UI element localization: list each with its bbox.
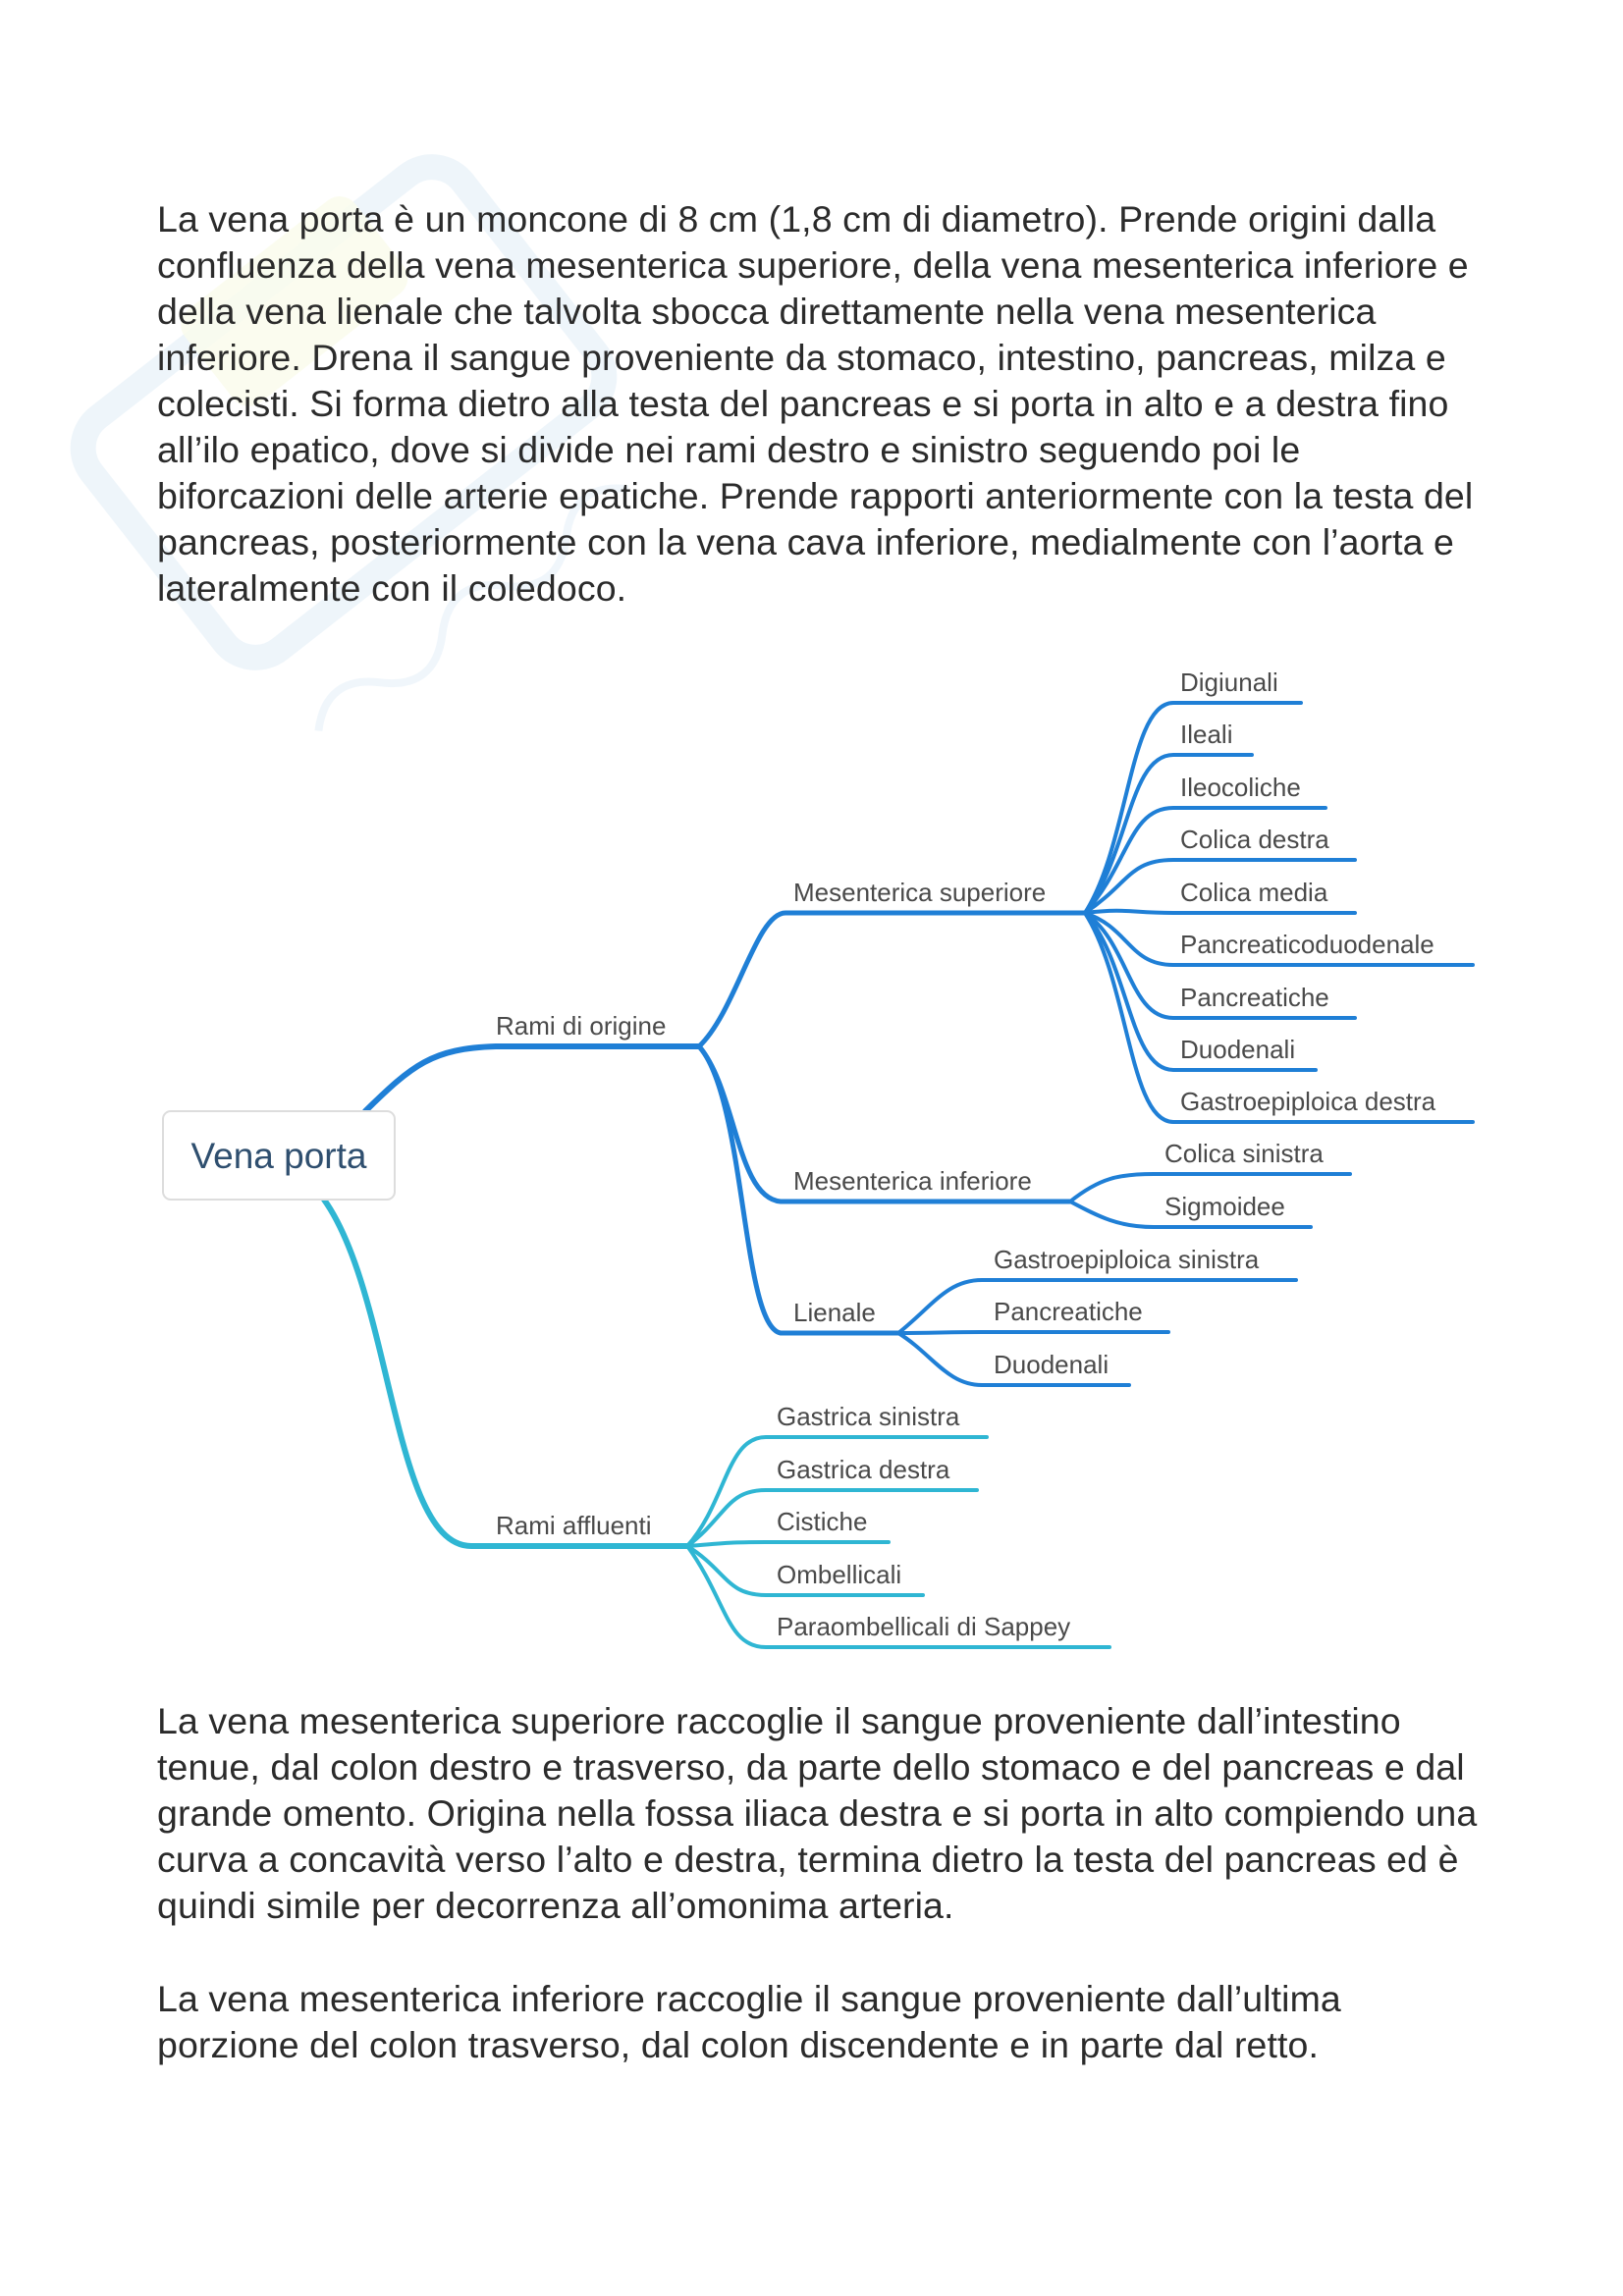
leaf-label: Colica media — [1180, 878, 1328, 907]
edge-lien-1 — [898, 1332, 1168, 1333]
leaf-label: Duodenali — [994, 1350, 1109, 1379]
leaf-label: Colica destra — [1180, 825, 1329, 854]
leaf-label: Pancreaticoduodenale — [1180, 930, 1434, 959]
leaf-label: Ileocoliche — [1180, 773, 1301, 802]
edge-root-origin — [365, 1046, 699, 1111]
leaf-label: Ileali — [1180, 720, 1233, 749]
edge-aff-2 — [687, 1542, 889, 1546]
leaf-label: Colica sinistra — [1164, 1139, 1324, 1168]
leaf-label: Gastroepiploica sinistra — [994, 1245, 1260, 1274]
leaf-label: Gastrica sinistra — [777, 1402, 960, 1431]
label-mesenterica-inferiore: Mesenterica inferiore — [793, 1166, 1032, 1196]
intro-paragraph: La vena porta è un moncone di 8 cm (1,8 cm di diametro). Prende origini dalla confluenza della vena mesenterica superiore, della vena mesenterica inferiore e della vena lienale che talvolta sbocca direttamente nella vena mesenterica inferiore. Drena il sangue proveniente da stomaco, intestino, pancreas, milza e colecisti. Si forma dietro alla testa del pancreas e si porta in alto e a destra fino all’ilo epatico, dove si divide nei rami destro e sinistro seguendo poi le biforcazioni delle arterie epatiche. Prende rapporti anteriormente con la testa del pancreas, posteriormente con la vena cava inferiore, medialmente con l’aorta e lateralmente con il coledoco. — [157, 198, 1474, 609]
leaf-label: Paraombellicali di Sappey — [777, 1612, 1071, 1641]
mesenterica-superiore-paragraph: La vena mesenterica superiore raccoglie il sangue proveniente dall’intestino tenue, dal colon destro e trasverso, da parte dello stomaco e del pancreas e dal grande omento. Origina nella fossa iliaca destra e si porta in alto compiendo una curva a concavità verso l’alto e destra, termina dietro la testa del pancreas ed è quindi simile per decorrenza all’omonima arteria. — [157, 1700, 1478, 1926]
leaf-label: Pancreatiche — [1180, 983, 1329, 1012]
leaf-label: Ombellicali — [777, 1560, 902, 1589]
leaf-label: Gastroepiploica destra — [1180, 1087, 1436, 1116]
leaf-label: Pancreatiche — [994, 1297, 1143, 1326]
leaf-label: Duodenali — [1180, 1035, 1296, 1064]
edge-root-affluenti — [324, 1200, 687, 1546]
label-rami-origine: Rami di origine — [496, 1011, 667, 1041]
edge-origin-msup — [699, 913, 1085, 1046]
label-mesenterica-superiore: Mesenterica superiore — [793, 878, 1047, 907]
edge-msup-4 — [1085, 911, 1355, 913]
root-label: Vena porta — [190, 1136, 367, 1176]
label-lienale: Lienale — [793, 1298, 876, 1327]
label-rami-affluenti: Rami affluenti — [496, 1511, 652, 1540]
leaf-label: Cistiche — [777, 1507, 868, 1536]
leaf-label: Digiunali — [1180, 667, 1278, 697]
leaf-label: Sigmoidee — [1164, 1192, 1285, 1221]
mesenterica-inferiore-paragraph: La vena mesenterica inferiore raccoglie il sangue proveniente dall’ultima porzione del colon trasverso, dal colon discendente e in parte dal retto. — [157, 1978, 1341, 2065]
leaf-label: Gastrica destra — [777, 1455, 950, 1484]
